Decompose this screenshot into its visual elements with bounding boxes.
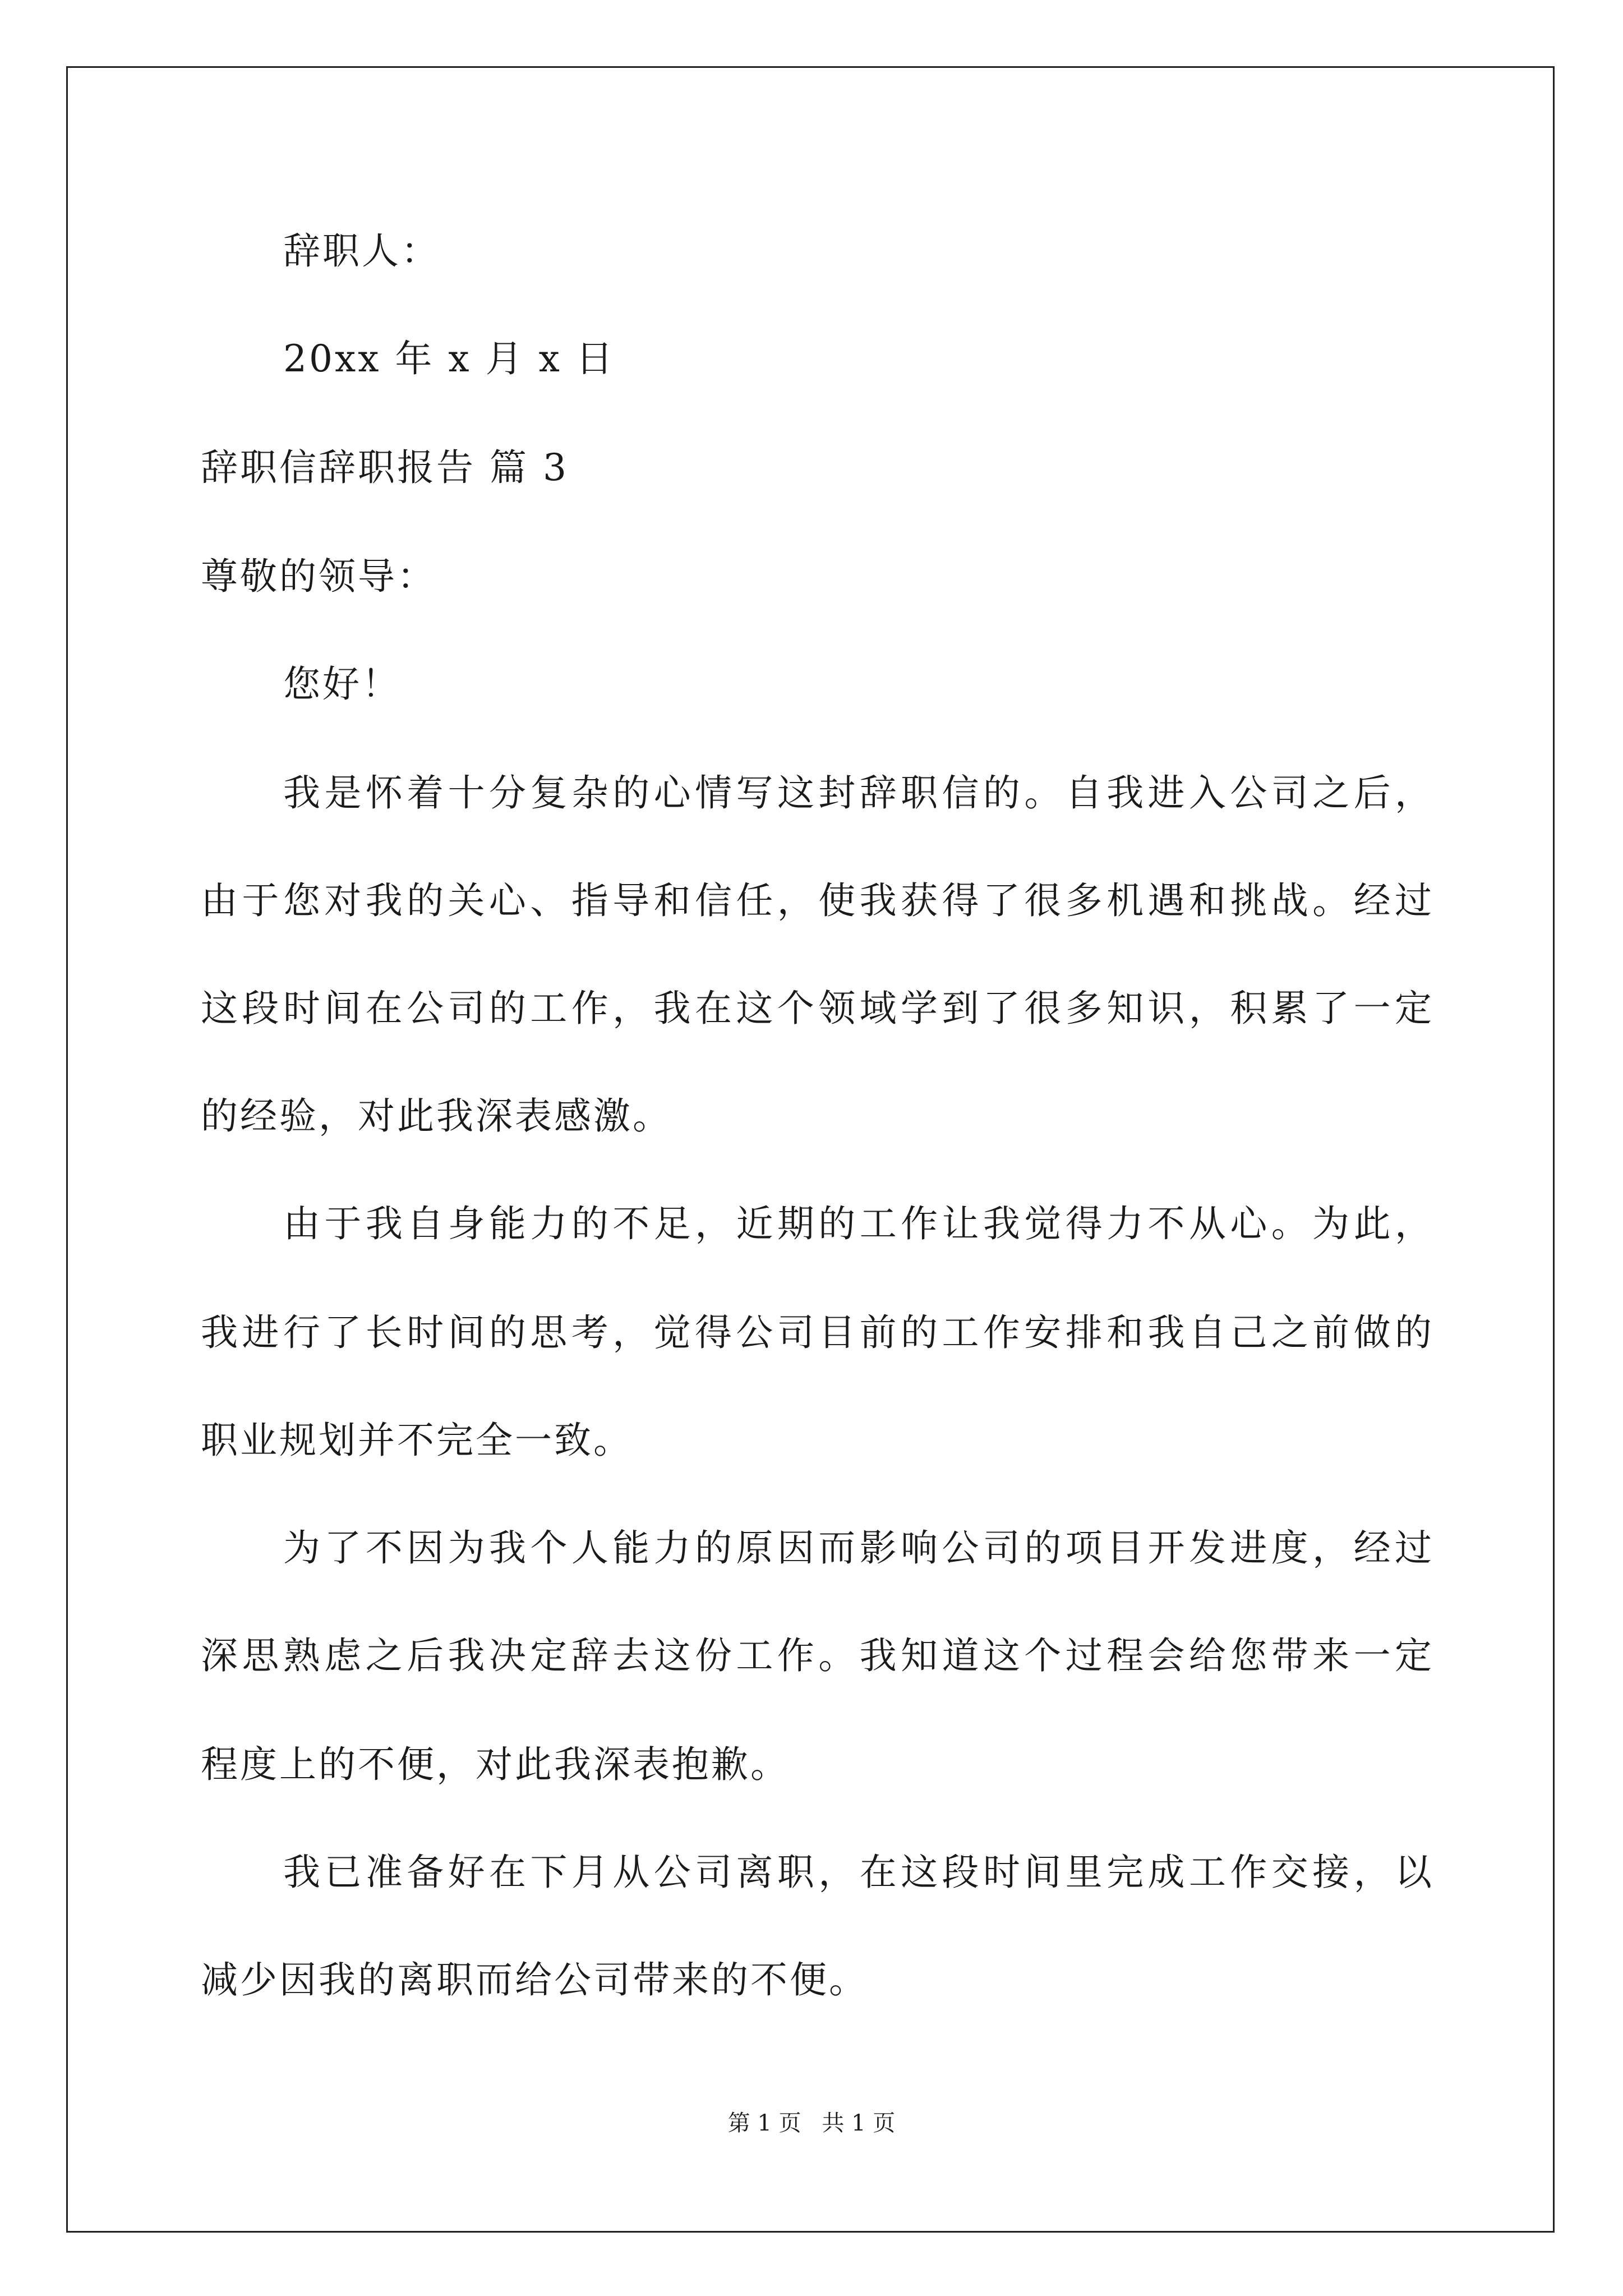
date-line: 20xx 年 x 月 x 日 [283, 337, 615, 380]
paragraph-1-line-3: 这段时间在公司的工作，我在这个领域学到了很多知识，积累了一定 [201, 987, 1432, 1030]
paragraph-2-line-2: 我进行了长时间的思考，觉得公司目前的工作安排和我自己之前做的 [201, 1311, 1432, 1354]
paragraph-4-line-2: 减少因我的离职而给公司带来的不便。 [201, 1958, 868, 2001]
signature-label: 辞职人： [283, 229, 440, 273]
paragraph-2-line-3: 职业规划并不完全一致。 [201, 1419, 633, 1462]
document-body [201, 0, 1435, 2296]
paragraph-3-line-3: 程度上的不便，对此我深表抱歉。 [201, 1743, 790, 1786]
greeting: 您好！ [283, 662, 401, 706]
section-heading: 辞职信辞职报告 篇 3 [201, 446, 569, 489]
paragraph-4-line-1: 我已准备好在下月从公司离职，在这段时间里完成工作交接，以 [283, 1851, 1432, 1894]
paragraph-3-line-1: 为了不因为我个人能力的原因而影响公司的项目开发进度，经过 [283, 1526, 1432, 1570]
paragraph-1-line-2: 由于您对我的关心、指导和信任，使我获得了很多机遇和挑战。经过 [201, 879, 1432, 922]
paragraph-1-line-4: 的经验，对此我深表感激。 [201, 1094, 672, 1138]
paragraph-3-line-2: 深思熟虑之后我决定辞去这份工作。我知道这个过程会给您带来一定 [201, 1634, 1432, 1677]
page-number: 第 1 页 [727, 2110, 801, 2136]
paragraph-1-line-1: 我是怀着十分复杂的心情写这封辞职信的。自我进入公司之后， [283, 771, 1432, 815]
page-footer [0, 2106, 1623, 2140]
page-total: 共 1 页 [822, 2110, 896, 2136]
salutation: 尊敬的领导： [201, 555, 436, 598]
paragraph-2-line-1: 由于我自身能力的不足，近期的工作让我觉得力不从心。为此， [283, 1202, 1432, 1245]
